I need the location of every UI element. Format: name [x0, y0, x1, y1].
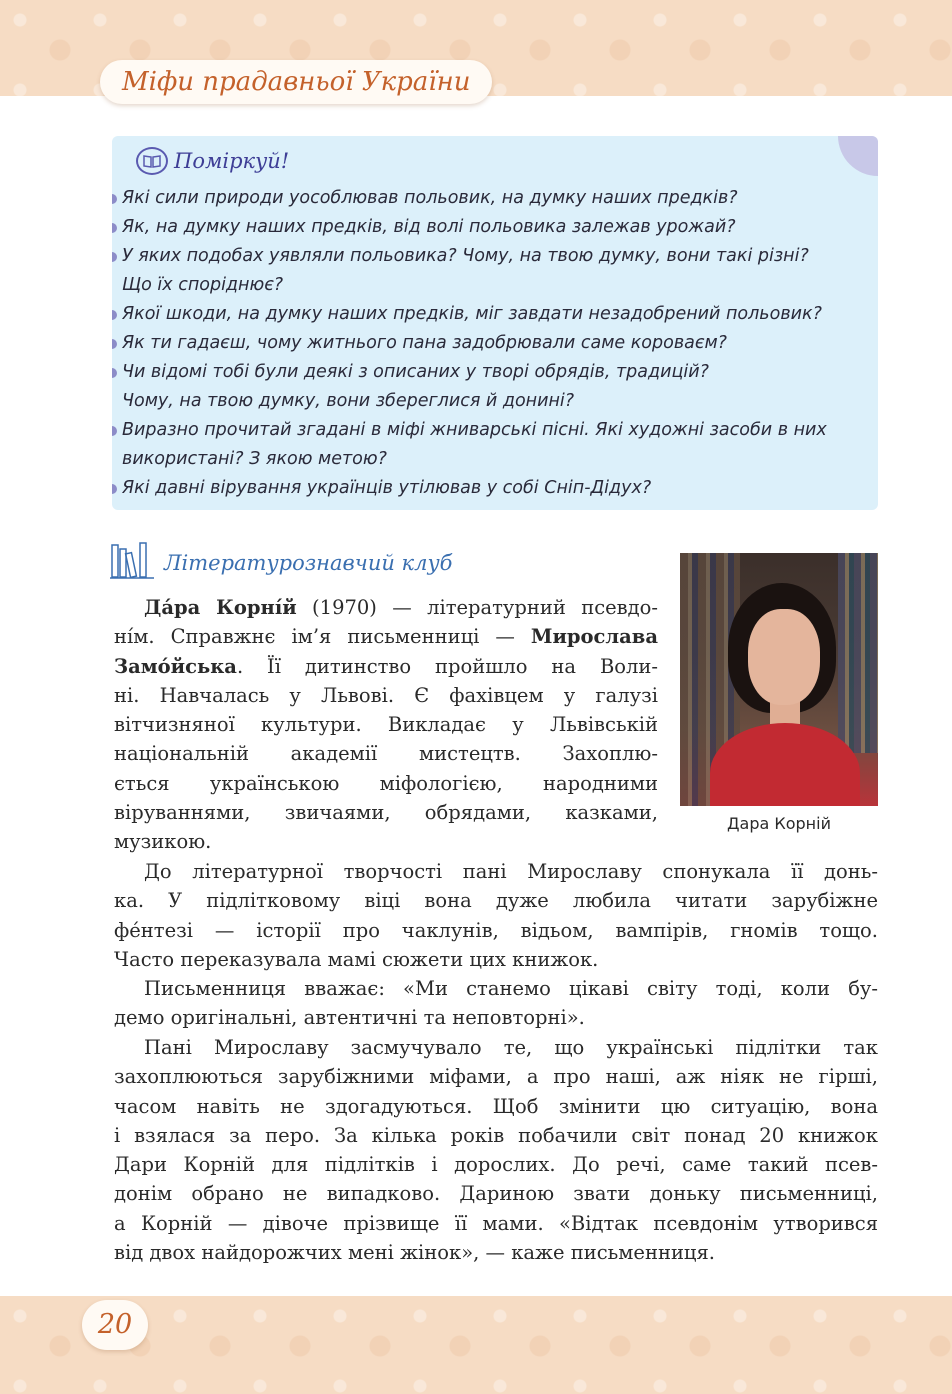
question-line: Якої шкоди, на думку наших предків, міг завдати незадобрений польовик? [112, 300, 878, 329]
text-line: донім обрано не випадково. Дариною звати доньку письменниці, [114, 1182, 878, 1206]
question-line: використані? З якою метою? [122, 449, 387, 469]
bio-line: музикою. [114, 830, 212, 854]
books-icon [110, 541, 154, 579]
question-line: Чому, на твою думку, вони збереглися й донині? [122, 391, 575, 411]
section-title: Міфи прадавньої України [100, 60, 492, 104]
question-line: Виразно прочитай згадані в міфі жниварські пісні. Які художні засоби в них [112, 416, 878, 445]
think-title: Поміркуй! [174, 149, 290, 173]
bio-line: національній академії мистецтв. Захоплю- [114, 742, 658, 766]
paragraph-3 [114, 1033, 878, 1267]
bullet-icon [112, 339, 117, 349]
bio-line: ні. Навчалась у Львові. Є фахівцем у галузі [114, 683, 658, 707]
bullet-icon [112, 252, 117, 262]
question-line: Як, на думку наших предків, від волі польовика залежав урожай? [112, 213, 878, 242]
text-line: Часто переказувала мамі сюжети цих книжок. [114, 947, 599, 971]
text-line: Письменниця вважає: «Ми станемо цікаві світу тоді, коли бу- [144, 977, 878, 1000]
text-line: Пані Мирославу засмучувало те, що українські підлітки так [144, 1036, 878, 1059]
think-header [136, 146, 289, 176]
corner-decoration [838, 136, 878, 176]
club-header [110, 540, 452, 580]
text-line: демо оригінальні, автентичні та неповторні». [114, 1006, 585, 1030]
paragraph-2 [114, 974, 878, 1033]
book-icon [136, 147, 168, 175]
question-line: Які давні вірування українців утілював у собі Сніп-Дідух? [112, 474, 878, 503]
bio-line: Да́ра Корні́й (1970) — літературний псевдо- [144, 596, 658, 619]
text-line: часом навіть не здогадуються. Щоб змінити цю ситуацію, вона [114, 1094, 878, 1118]
page-number: 20 [82, 1300, 148, 1350]
text-line: ка. У підлітковому віці вона дуже любила читати зарубіжне [114, 889, 878, 913]
text-line: а Корній — дівоче прізвище її мами. «Відтак псевдонім утворився [114, 1211, 878, 1235]
question-line: У яких подобах уявляли польовика? Чому, на твою думку, вони такі різні? [112, 242, 878, 271]
question-line: Чи відомі тобі були деякі з описаних у творі обрядів, традицій? [112, 358, 878, 387]
text-line: захоплюються зарубіжними міфами, а про наші, аж ніяк не гірші, [114, 1065, 878, 1089]
paragraph-1 [114, 857, 878, 974]
text-line: фе́нтезі — історії про чаклунів, відьом, вампірів, гномів тощо. [114, 918, 878, 942]
bio-line: вітчизняної культури. Викладає у Львівській [114, 713, 658, 737]
question-line: Як ти гадаєш, чому житнього пана задобрювали саме короваєм? [112, 329, 878, 358]
club-title: Літературознавчий клуб [164, 551, 453, 575]
bio-line: віруваннями, звичаями, обрядами, казками, [114, 801, 658, 825]
text-line: від двох найдорожчих мені жінок», — каже письменниця. [114, 1241, 715, 1265]
think-box [112, 136, 878, 510]
bullet-icon [112, 194, 117, 204]
bullet-icon [112, 223, 117, 233]
bio-line: ні́м. Справжнє ім’я письменниці — Мирослава [114, 625, 658, 649]
question-line: Що їх споріднює? [122, 275, 284, 295]
question-line: Які сили природи уособлював польовик, на думку наших предків? [112, 184, 878, 213]
text-line: Дари Корній для підлітків і дорослих. До речі, саме такий псев- [114, 1153, 878, 1177]
bio-line: Замо́йська. Її дитинство пройшло на Воли- [114, 654, 658, 678]
text-line: До літературної творчості пані Мирославу спонукала її донь- [144, 860, 878, 883]
bullet-icon [112, 368, 117, 378]
bullet-icon [112, 426, 117, 436]
bio-paragraph [114, 593, 658, 857]
bullet-icon [112, 310, 117, 320]
bullet-icon [112, 484, 117, 494]
author-photo [680, 553, 878, 806]
question-list [112, 184, 878, 503]
bio-line: ється українською міфологією, народними [114, 771, 658, 795]
text-line: і взялася за перо. За кілька років побачили світ понад 20 книжок [114, 1123, 878, 1147]
photo-caption: Дара Корній [727, 814, 831, 833]
